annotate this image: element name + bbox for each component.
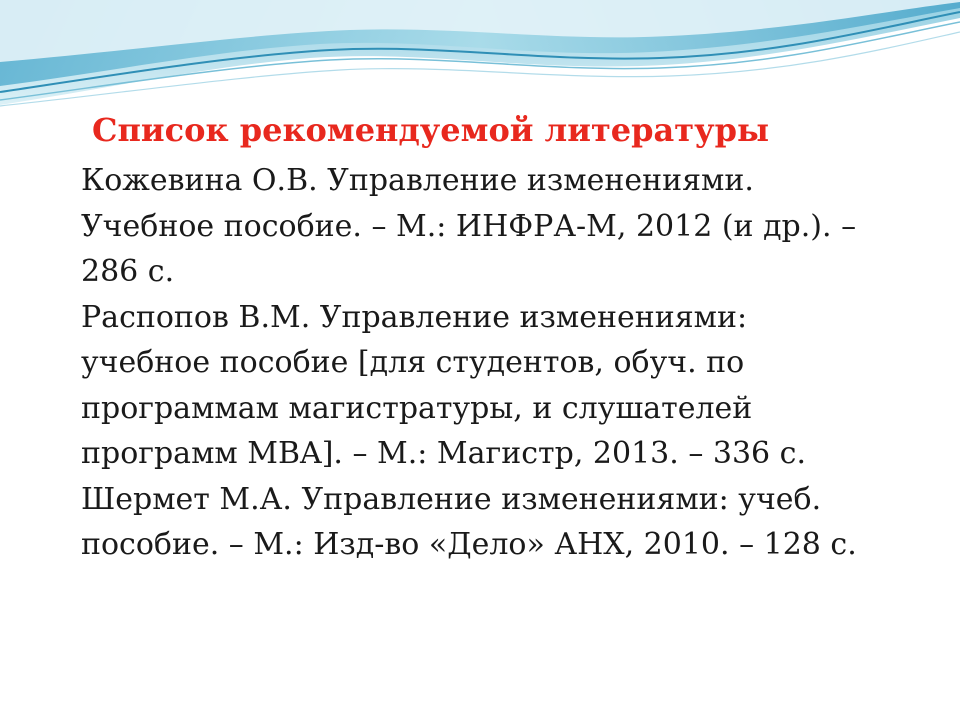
reference-item: Шермет М.А. Управление изменениями: учеб. пособие. – М.: Изд-во «Дело» АНХ, 2010. – 128 с. — [81, 481, 857, 562]
slide-title: Список рекомендуемой литературы — [92, 111, 770, 149]
reference-list — [81, 158, 881, 568]
reference-item: Кожевина О.В. Управление изменениями. Учебное пособие. – М.: ИНФРА-М, 2012 (и др.). – 286 с. — [81, 163, 857, 289]
reference-item: Распопов В.М. Управление изменениями: учебное пособие [для студентов, обуч. по программам магистратуры, и слушателей программ MBA]. – М.: Магистр, 2013. – 336 с. — [81, 299, 806, 471]
